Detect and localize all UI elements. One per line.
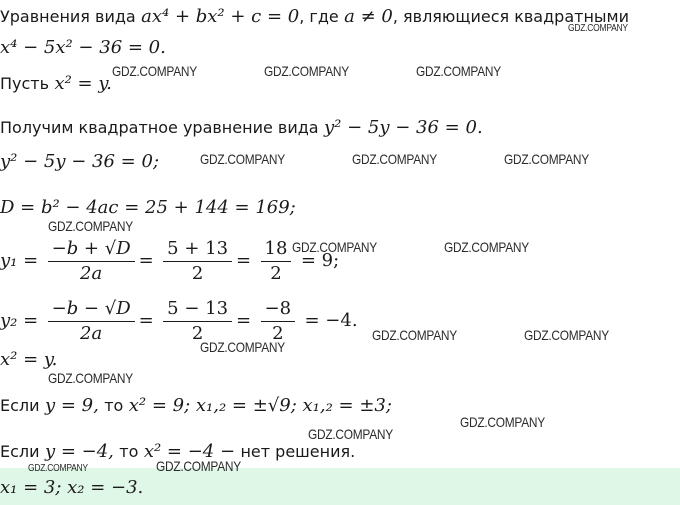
root1-lhs: y₁ = [0, 250, 39, 271]
intro-suffix: , являющиеся квадратными [392, 7, 630, 26]
watermark: GDZ.COMPANY [568, 23, 628, 34]
discriminant-line [0, 198, 296, 218]
substitution-text: Пусть [0, 74, 50, 93]
watermark: GDZ.COMPANY [264, 63, 349, 79]
watermark: GDZ.COMPANY [444, 239, 529, 255]
watermark: GDZ.COMPANY [200, 151, 285, 167]
root1-line: y₁ = $\frac{-b + √D}{2a}$ = $\frac{5 + 13}{2}$ = $\frac{18}{2}$ = 9; [0, 237, 340, 284]
watermark: GDZ.COMPANY [292, 239, 377, 255]
root1-fraction-simplified [261, 237, 292, 286]
case2-result: нет решения. [240, 442, 356, 461]
back-sub: x² = y. [0, 349, 58, 370]
case1-line [0, 396, 392, 416]
root2-f2-num: 5 − 13 [163, 297, 232, 322]
root2-lhs: y₂ = [0, 310, 39, 331]
root2-f3-den: 2 [272, 322, 284, 344]
case1-if: Если [0, 396, 40, 415]
root2-fraction-formula [48, 297, 135, 346]
case2-eq: x² = −4 − [143, 441, 236, 462]
intro-condition-prefix: , где [299, 7, 339, 26]
intro-condition: a ≠ 0 [344, 6, 393, 27]
equation-main: x⁴ − 5x² − 36 = 0. [0, 37, 166, 58]
watermark: GDZ.COMPANY [48, 370, 133, 386]
intro-equation: ax⁴ + bx² + c = 0 [141, 6, 300, 27]
case1-then: то [104, 396, 124, 415]
case2-then: то [119, 442, 139, 461]
watermark: GDZ.COMPANY [156, 458, 241, 474]
quadratic-intro-line [0, 118, 483, 138]
quadratic-eq-line [0, 152, 159, 172]
answer-line [0, 478, 143, 498]
root2-line: y₂ = $\frac{-b - √D}{2a}$ = $\frac{5 - 13}{2}$ = $\frac{-8}{2}$ = −4. [0, 297, 358, 344]
root1-f3-den: 2 [270, 262, 282, 284]
root1-f1-den: 2a [80, 262, 103, 284]
root2-f1-num: −b − √D [48, 297, 135, 322]
substitution-line [0, 74, 112, 94]
equation-main-line [0, 38, 166, 58]
watermark: GDZ.COMPANY [28, 463, 88, 474]
case2-cond: y = −4, [44, 441, 114, 462]
root1-f1-num: −b + √D [48, 237, 135, 262]
root2-f2-den: 2 [191, 322, 204, 344]
watermark: GDZ.COMPANY [372, 327, 457, 343]
intro-line [0, 7, 629, 27]
case1-cond: y = 9, [44, 395, 99, 416]
back-sub-line [0, 350, 57, 370]
root1-fraction-values [163, 237, 232, 286]
watermark: GDZ.COMPANY [48, 218, 133, 234]
watermark: GDZ.COMPANY [200, 339, 285, 355]
answer: x₁ = 3; x₂ = −3. [0, 477, 144, 498]
root1-result: = 9; [300, 250, 340, 271]
root1-f2-num: 5 + 13 [163, 237, 232, 262]
case1-eq: x² = 9; x₁,₂ = ±√9; x₁,₂ = ±3; [128, 395, 392, 416]
watermark: GDZ.COMPANY [416, 63, 501, 79]
watermark: GDZ.COMPANY [524, 327, 609, 343]
discriminant: D = b² − 4ac = 25 + 144 = 169; [0, 197, 296, 218]
root1-f2-den: 2 [191, 262, 204, 284]
quadratic-intro-eq: y² − 5y − 36 = 0. [324, 117, 483, 138]
watermark: GDZ.COMPANY [308, 426, 393, 442]
substitution-eq: x² = y. [54, 73, 112, 94]
intro-text: Уравнения вида [0, 7, 136, 26]
watermark: GDZ.COMPANY [460, 414, 545, 430]
root2-f3-num: −8 [261, 297, 296, 322]
watermark: GDZ.COMPANY [504, 151, 589, 167]
root1-f3-num: 18 [261, 237, 292, 262]
watermark: GDZ.COMPANY [352, 151, 437, 167]
root1-fraction-formula [48, 237, 135, 286]
case2-if: Если [0, 442, 40, 461]
root2-result: = −4. [304, 310, 358, 331]
quadratic-eq: y² − 5y − 36 = 0; [0, 151, 160, 172]
quadratic-intro-text: Получим квадратное уравнение вида [0, 118, 319, 137]
watermark: GDZ.COMPANY [112, 63, 197, 79]
root2-f1-den: 2a [80, 322, 103, 344]
